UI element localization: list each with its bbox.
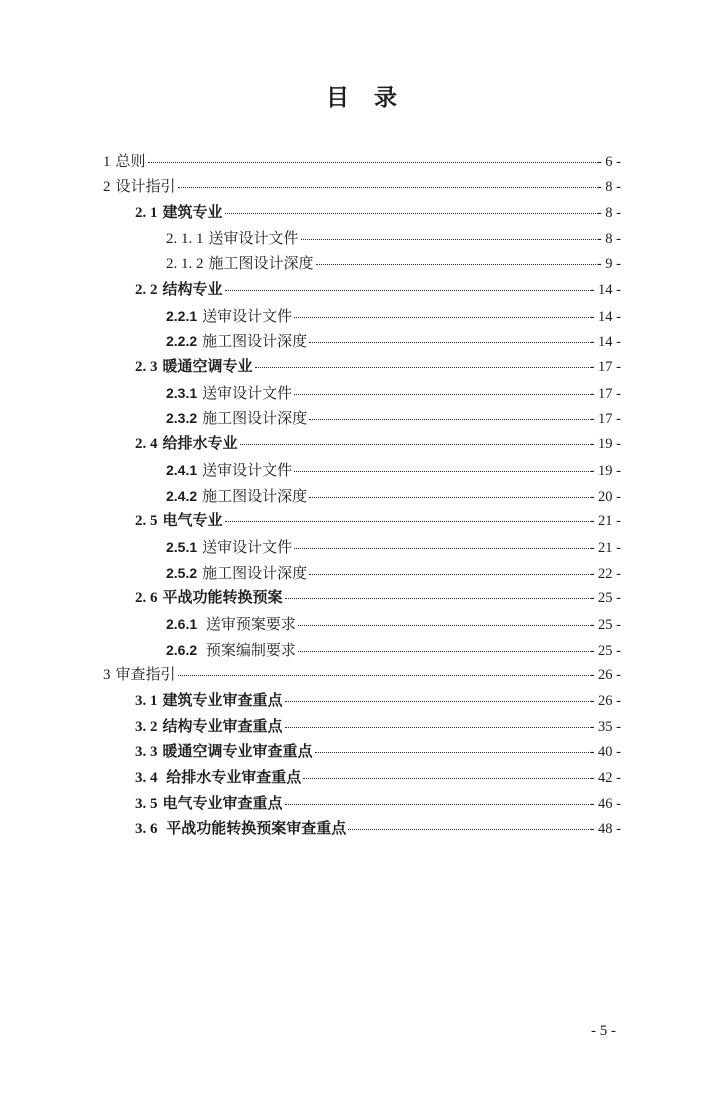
toc-entry	[103, 638, 621, 664]
toc-entry-number: 2.2.2	[166, 333, 198, 350]
toc-entry	[103, 586, 621, 612]
toc-leader-dots	[178, 187, 596, 188]
toc-entry-text: 送审设计文件	[202, 539, 293, 556]
toc-leader-dots	[225, 213, 596, 214]
toc-entry	[103, 817, 621, 843]
toc-entry-text: 建筑专业审查重点	[162, 693, 283, 710]
toc-entry-number: 2.5.2	[166, 564, 198, 581]
toc-entry-text: 暖通空调专业	[162, 359, 253, 376]
toc-entry-page: - 42 -	[589, 770, 621, 787]
toc-entry-number: 2. 1. 1	[166, 230, 204, 247]
toc-entry-page: - 21 -	[589, 513, 621, 530]
toc-entry-page: - 25 -	[589, 642, 621, 659]
toc-entry-text: 给排水专业	[162, 436, 238, 453]
toc-entry-page: - 40 -	[589, 744, 621, 761]
toc-entry-text: 施工图设计深度	[202, 565, 308, 582]
toc-entry-page: - 14 -	[589, 334, 621, 351]
toc-leader-dots	[255, 367, 589, 368]
toc-entry-page: - 46 -	[589, 795, 621, 812]
toc-leader-dots	[294, 548, 588, 549]
toc-entry-text: 电气专业审查重点	[162, 795, 283, 812]
toc-entry	[103, 740, 621, 766]
toc-leader-dots	[309, 419, 588, 420]
page-title: 目 录	[326, 85, 398, 110]
toc-entry-page: - 19 -	[589, 436, 621, 453]
toc-entry-text: 送审预案要求	[202, 616, 296, 633]
toc-entry-number: 2. 3	[135, 359, 158, 376]
toc-entry-text: 施工图设计深度	[202, 411, 308, 428]
toc-entry	[103, 484, 621, 510]
toc-entry-page: - 9 -	[596, 256, 621, 273]
toc-entry	[103, 766, 621, 792]
toc-entry-page: - 8 -	[596, 179, 621, 196]
toc-entry-number: 1	[103, 153, 111, 170]
toc-leader-dots	[285, 804, 589, 805]
toc-leader-dots	[225, 290, 589, 291]
toc-entry-text: 送审设计文件	[202, 308, 293, 325]
toc-entry-text: 平战功能转换预案	[162, 590, 283, 607]
toc-entry-text: 电气专业	[162, 513, 223, 530]
toc-entry	[103, 663, 621, 689]
toc-entry-number: 3. 5	[135, 795, 158, 812]
toc-entry-number: 2.3.1	[166, 384, 198, 401]
toc-entry-number: 3. 3	[135, 744, 158, 761]
toc-entry	[103, 458, 621, 484]
toc-entry-number: 2. 5	[135, 513, 158, 530]
toc-leader-dots	[240, 444, 589, 445]
toc-entry	[103, 201, 621, 227]
toc-entry-page: - 17 -	[589, 385, 621, 402]
toc-entry-number: 2.2.1	[166, 307, 198, 324]
toc-leader-dots	[298, 651, 589, 652]
toc-leader-dots	[294, 317, 588, 318]
toc-entry-text: 施工图设计深度	[202, 488, 308, 505]
toc-entry-number: 3. 2	[135, 718, 158, 735]
toc-entry	[103, 612, 621, 638]
toc-entry-number: 2. 1. 2	[166, 256, 204, 273]
toc-leader-dots	[148, 162, 596, 163]
toc-entry-text: 建筑专业	[162, 204, 223, 221]
toc-leader-dots	[309, 574, 588, 575]
toc-entry-number: 2.6.2	[166, 641, 198, 658]
toc-entry	[103, 406, 621, 432]
toc-entry	[103, 278, 621, 304]
toc-entry-page: - 6 -	[596, 153, 621, 170]
toc-leader-dots	[309, 497, 588, 498]
toc-entry-number: 3	[103, 667, 111, 684]
toc-entry-page: - 48 -	[589, 821, 621, 838]
toc-entry-text: 施工图设计深度	[202, 334, 308, 351]
toc-entry-text: 送审设计文件	[208, 230, 299, 247]
toc-entry	[103, 715, 621, 741]
toc-entry-number: 2. 6	[135, 590, 158, 607]
toc-entry-text: 审查指引	[115, 667, 176, 684]
toc-leader-dots	[285, 598, 589, 599]
toc-entry	[103, 689, 621, 715]
toc-leader-dots	[315, 752, 589, 753]
toc-entry-number: 2.5.1	[166, 538, 198, 555]
toc-entry	[103, 381, 621, 407]
toc-entry-text: 结构专业审查重点	[162, 718, 283, 735]
toc-entry-page: - 26 -	[589, 667, 621, 684]
toc-entry	[103, 175, 621, 201]
toc-leader-dots	[309, 342, 588, 343]
toc-entry	[103, 252, 621, 278]
toc-entry-page: - 25 -	[589, 616, 621, 633]
toc-entry-page: - 21 -	[589, 539, 621, 556]
toc-entry-page: - 19 -	[589, 462, 621, 479]
toc-leader-dots	[294, 394, 588, 395]
toc-entry-page: - 17 -	[589, 359, 621, 376]
toc-entry-number: 3. 1	[135, 693, 158, 710]
toc-entry-text: 送审设计文件	[202, 385, 293, 402]
toc-entry-page: - 14 -	[589, 282, 621, 299]
toc-list	[103, 150, 621, 844]
toc-leader-dots	[303, 778, 588, 779]
toc-entry	[103, 509, 621, 535]
toc-entry-number: 2. 2	[135, 282, 158, 299]
toc-leader-dots	[178, 675, 589, 676]
toc-entry-text: 结构专业	[162, 282, 223, 299]
toc-entry-text: 预案编制要求	[202, 642, 296, 659]
toc-entry	[103, 561, 621, 587]
toc-entry-page: - 14 -	[589, 308, 621, 325]
toc-entry-text: 设计指引	[115, 179, 176, 196]
toc-entry	[103, 432, 621, 458]
toc-leader-dots	[225, 521, 589, 522]
toc-leader-dots	[301, 239, 596, 240]
toc-entry-number: 3. 6	[135, 821, 158, 838]
toc-entry-page: - 8 -	[596, 230, 621, 247]
toc-entry-text: 暖通空调专业审查重点	[162, 744, 313, 761]
toc-entry	[103, 150, 621, 176]
toc-entry-number: 2.4.2	[166, 487, 198, 504]
toc-entry	[103, 304, 621, 330]
toc-leader-dots	[348, 829, 588, 830]
toc-entry-page: - 20 -	[589, 488, 621, 505]
toc-leader-dots	[285, 701, 589, 702]
toc-entry-page: - 22 -	[589, 565, 621, 582]
toc-entry-text: 总则	[115, 153, 146, 170]
toc-entry-number: 2.6.1	[166, 615, 198, 632]
toc-entry-page: - 26 -	[589, 693, 621, 710]
toc-entry-page: - 17 -	[589, 411, 621, 428]
page-footer-number: - 5 -	[591, 1023, 616, 1039]
toc-entry	[103, 355, 621, 381]
toc-entry-text: 送审设计文件	[202, 462, 293, 479]
toc-entry	[103, 227, 621, 253]
toc-entry-page: - 25 -	[589, 590, 621, 607]
toc-entry-number: 3. 4	[135, 770, 158, 787]
toc-entry-page: - 35 -	[589, 718, 621, 735]
toc-leader-dots	[316, 264, 596, 265]
toc-entry-text: 平战功能转换预案审查重点	[162, 821, 347, 838]
toc-entry-text: 给排水专业审查重点	[162, 770, 302, 787]
toc-leader-dots	[285, 727, 589, 728]
toc-entry-page: - 8 -	[596, 204, 621, 221]
toc-leader-dots	[298, 625, 589, 626]
toc-entry	[103, 329, 621, 355]
toc-entry	[103, 792, 621, 818]
toc-entry-number: 2. 1	[135, 204, 158, 221]
toc-leader-dots	[294, 471, 588, 472]
toc-entry-number: 2.4.1	[166, 461, 198, 478]
toc-entry	[103, 535, 621, 561]
toc-entry-number: 2. 4	[135, 436, 158, 453]
toc-entry-number: 2	[103, 179, 111, 196]
toc-entry-number: 2.3.2	[166, 410, 198, 427]
toc-entry-text: 施工图设计深度	[208, 256, 314, 273]
